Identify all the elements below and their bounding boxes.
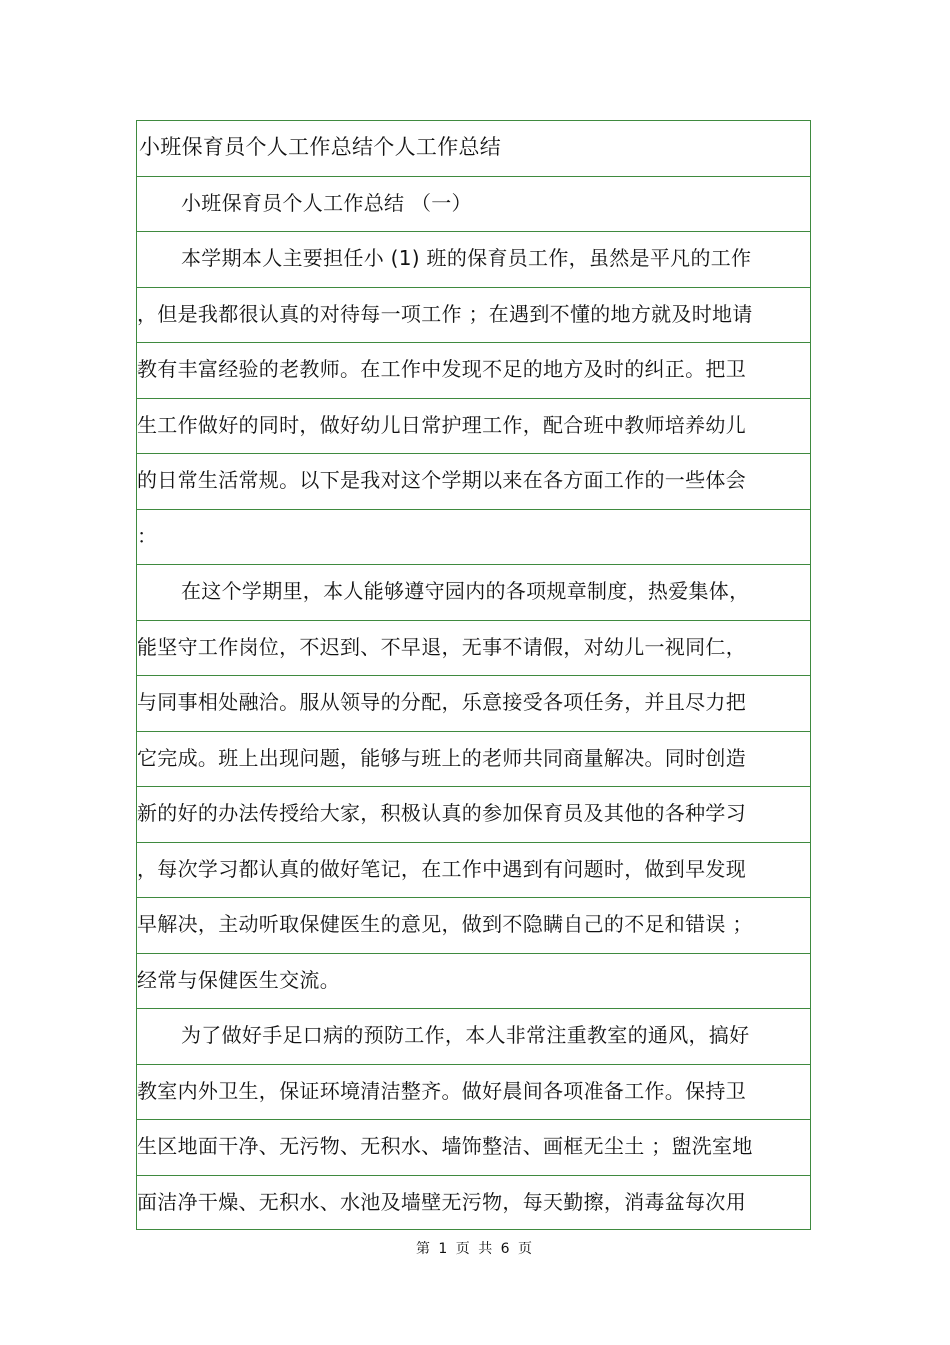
text-row: [137, 232, 810, 288]
text-row: [137, 565, 810, 621]
text-line: 面洁净干燥、无积水、水池及墙壁无污物，每天勤擦，消毒盆每次用: [137, 1189, 746, 1214]
document-title: 小班保育员个人工作总结个人工作总结: [139, 135, 502, 159]
text-line: 小班保育员个人工作总结 （一）: [181, 190, 472, 215]
text-row: [137, 843, 810, 899]
text-line: 早解决，主动听取保健医生的意见，做到不隐瞒自己的不足和错误 ；: [137, 912, 753, 936]
text-row: [137, 621, 810, 677]
text-line: 经常与保健医生交流。: [137, 967, 340, 992]
text-row: [137, 1120, 810, 1176]
text-line: 新的好的办法传授给大家，积极认真的参加保育员及其他的各种学习: [137, 801, 746, 825]
text-row: [137, 954, 810, 1010]
text-row: [137, 787, 810, 843]
text-row: [137, 676, 810, 732]
page-footer: 第 1 页 共 6 页: [415, 1241, 535, 1257]
text-line: 能坚守工作岗位，不迟到、不早退，无事不请假，对幼儿一视同仁，: [137, 634, 746, 659]
text-line: 在这个学期里，本人能够遵守园内的各项规章制度，热爱集体，: [181, 579, 750, 603]
text-row: [137, 510, 810, 566]
text-line: ，但是我都很认真的对待每一项工作 ；在遇到不懂的地方就及时地请: [137, 301, 753, 326]
text-line: ，每次学习都认真的做好笔记，在工作中遇到有问题时，做到早发现: [137, 856, 746, 881]
text-row: [137, 288, 810, 344]
text-row: [137, 399, 810, 455]
text-row: [137, 121, 810, 177]
text-row: [137, 1009, 810, 1065]
text-line: 生区地面干净、无污物、无积水、墙饰整洁、画框无尘土 ；盥洗室地: [137, 1134, 753, 1158]
text-line: ：: [137, 523, 158, 548]
text-line: 生工作做好的同时，做好幼儿日常护理工作，配合班中教师培养幼儿: [137, 412, 746, 437]
text-row: [137, 732, 810, 788]
text-row: [137, 454, 810, 510]
text-line: 教有丰富经验的老教师。在工作中发现不足的地方及时的纠正。把卫: [137, 357, 746, 381]
text-line: 本学期本人主要担任小 (1) 班的保育员工作，虽然是平凡的工作: [181, 246, 752, 270]
text-line: 为了做好手足口病的预防工作，本人非常注重教室的通风，搞好: [181, 1023, 750, 1047]
text-row: [137, 1065, 810, 1121]
text-row: [137, 343, 810, 399]
text-row: [137, 177, 810, 233]
text-line: 与同事相处融洽。服从领导的分配，乐意接受各项任务，并且尽力把: [137, 690, 746, 714]
text-line: 它完成。班上出现问题，能够与班上的老师共同商量解决。同时创造: [137, 745, 746, 770]
text-line: 的日常生活常规。以下是我对这个学期以来在各方面工作的一些体会: [137, 468, 746, 492]
text-row: [137, 1176, 810, 1232]
text-line: 教室内外卫生，保证环境清洁整齐。做好晨间各项准备工作。保持卫: [137, 1078, 746, 1103]
document-frame: [136, 120, 811, 1230]
text-row: [137, 898, 810, 954]
